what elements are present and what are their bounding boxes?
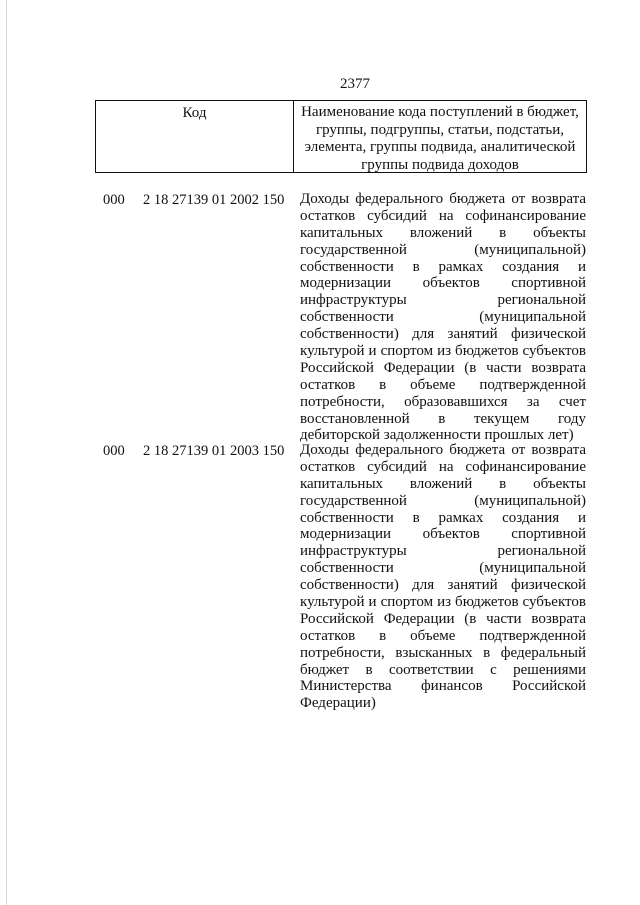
description-line: остатков в объеме подтвержденной xyxy=(300,627,586,644)
description-line: государственной (муниципальной) xyxy=(300,241,586,258)
description-line: модернизации объектов спортивной xyxy=(300,526,586,543)
description-line: собственности (муниципальной xyxy=(300,560,586,577)
row-admin-code: 000 xyxy=(103,443,125,459)
description-line: инфраструктуры региональной xyxy=(300,292,586,309)
header-name-cell: Наименование кода поступлений в бюджет, группы, подгруппы, статьи, подстатьи, элемента, группы подвида, аналитической группы подвида доходов xyxy=(301,104,579,173)
description-line: собственности) для занятий физической xyxy=(300,577,586,594)
row-description xyxy=(300,442,586,712)
description-line: капитальных вложений в объекты xyxy=(300,224,586,241)
description-line: Министерства финансов Российской xyxy=(300,678,586,695)
row-admin-code: 000 xyxy=(103,192,125,208)
description-line: восстановленной в текущем году xyxy=(300,410,586,427)
row-income-code: 2 18 27139 01 2003 150 xyxy=(143,443,285,459)
description-line: потребности, образовавшихся за счет xyxy=(300,393,586,410)
description-line: собственности (муниципальной xyxy=(300,309,586,326)
description-line: остатков субсидий на софинансирование xyxy=(300,207,586,224)
description-line: Российской Федерации (в части возврата xyxy=(300,610,586,627)
description-line: культурой и спортом из бюджетов субъектов xyxy=(300,343,586,360)
description-line: собственности в рамках создания и xyxy=(300,258,586,275)
header-code-cell: Код xyxy=(96,101,294,172)
description-line: государственной (муниципальной) xyxy=(300,492,586,509)
scan-edge-line xyxy=(6,0,7,905)
description-line: инфраструктуры региональной xyxy=(300,543,586,560)
description-line: Доходы федерального бюджета от возврата xyxy=(300,442,586,458)
row-income-code: 2 18 27139 01 2002 150 xyxy=(143,192,285,208)
row-description xyxy=(300,191,586,444)
description-line: капитальных вложений в объекты xyxy=(300,475,586,492)
description-line: бюджет в соответствии с решениями xyxy=(300,661,586,678)
description-line: собственности) для занятий физической xyxy=(300,326,586,343)
description-line: культурой и спортом из бюджетов субъектов xyxy=(300,594,586,611)
description-line: потребности, взысканных в федеральный xyxy=(300,644,586,661)
description-line: Российской Федерации (в части возврата xyxy=(300,359,586,376)
description-line: остатков в объеме подтвержденной xyxy=(300,376,586,393)
description-line: остатков субсидий на софинансирование xyxy=(300,458,586,475)
description-line: собственности в рамках создания и xyxy=(300,509,586,526)
page-number: 2377 xyxy=(340,76,370,92)
description-line: Доходы федерального бюджета от возврата xyxy=(300,191,586,207)
table-header xyxy=(95,100,587,173)
description-line: модернизации объектов спортивной xyxy=(300,275,586,292)
description-line: Федерации) xyxy=(300,695,376,712)
description-line: дебиторской задолженности прошлых лет) xyxy=(300,427,574,444)
